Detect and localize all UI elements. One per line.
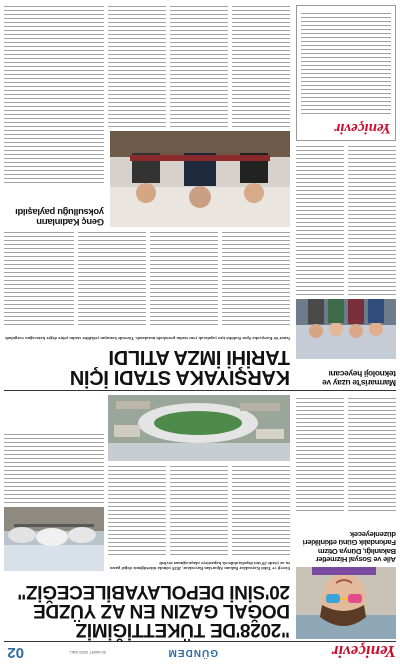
gas-storage-photo: [4, 507, 104, 571]
section-divider: [4, 390, 396, 391]
stadium-body-col-3: [78, 231, 146, 325]
signing-photo-image: [110, 131, 290, 227]
stadium-photo-image: [108, 395, 290, 461]
top-headline-line-2: DOĞAL GAZIN EN AZ YÜZDE: [33, 600, 290, 621]
top-story-deck: Enerji ve Tabii Kaynaklar Bakanı Alparslan Bayraktar, 2028 yılında tükettiğimiz doğal gazın en az yüzde 20'sini depolayabilecek kapasiteye ulaşacağımızı söyledi: [110, 561, 290, 571]
otizm-photo: [296, 567, 396, 639]
marmaris-body-col-2: [296, 145, 344, 295]
masthead: [4, 643, 396, 661]
section-label: GÜNDEM: [167, 647, 218, 658]
gas-storage-photo-image: [4, 507, 104, 571]
stadium-body-col-2: [150, 231, 218, 325]
stadium-body-col-4: [4, 231, 74, 325]
events-body: [348, 395, 396, 511]
top-story: [4, 573, 290, 639]
marmaris-body-col-1: [348, 145, 396, 295]
top-story-body-col-3: [108, 465, 166, 555]
imprint-text: [301, 10, 391, 114]
side-headline: Genç Kadınların yoksulluğu paylaşıldı: [15, 207, 104, 228]
top-story-body-col-1: [232, 465, 290, 555]
otizm-photo-image: [296, 567, 396, 639]
marmaris-story: [296, 361, 396, 387]
stadium-headline-line-1: KARŞIYAKA STADI İÇİN: [70, 366, 290, 388]
date-line: 25 MART 2025 SALI: [69, 650, 106, 655]
stadium-body-col-1: [222, 231, 290, 325]
stadium-photo: [108, 395, 290, 461]
top-story-body-col-4: [4, 431, 104, 503]
events-headline: Aile ve Sosyal Hizmetler Bakanlığı, Dünya Otizm Farkındalık Günü etkinlikleri düzenleyecek: [302, 529, 396, 564]
imprint-box: [296, 5, 396, 141]
stadium-deck: İzmir'de Karşıyaka Spor Kulübü için yapılacak yeni stadın protokolü imzalandı. Törende konuşan yetkililer stadın şehre değer katacağını vurguladı: [5, 336, 290, 341]
top-headline-line-3: 20'SİNİ DEPOLAYABİLECEĞİZ": [17, 581, 290, 602]
side-story: [4, 187, 104, 227]
marmaris-photo: [296, 299, 396, 359]
marmaris-photo-image: [296, 299, 396, 359]
side-story-body: [4, 5, 104, 183]
top-headline-line-1: "2028'DE TÜKETTİĞİMİZ: [75, 619, 290, 640]
lower-body-col-3: [108, 5, 166, 127]
lower-body-col-2: [170, 5, 228, 127]
top-story-body-col-2: [170, 465, 228, 555]
signing-photo: [110, 131, 290, 227]
events-story: [296, 513, 396, 563]
lower-body-col-1: [232, 5, 290, 127]
stadium-headline-line-2: TARİHİ İMZA ATILDI: [108, 346, 290, 368]
masthead-rule: [4, 641, 396, 642]
masthead-logo: Yeniçevir: [331, 642, 396, 661]
page-number: 02: [7, 644, 24, 661]
stadium-story: [4, 343, 290, 387]
events-body-2: [296, 395, 344, 511]
imprint-logo: Yeniçevir: [334, 120, 391, 136]
marmaris-headline: Marmaris'te uzay ve teknoloji heyecanı: [322, 369, 396, 388]
